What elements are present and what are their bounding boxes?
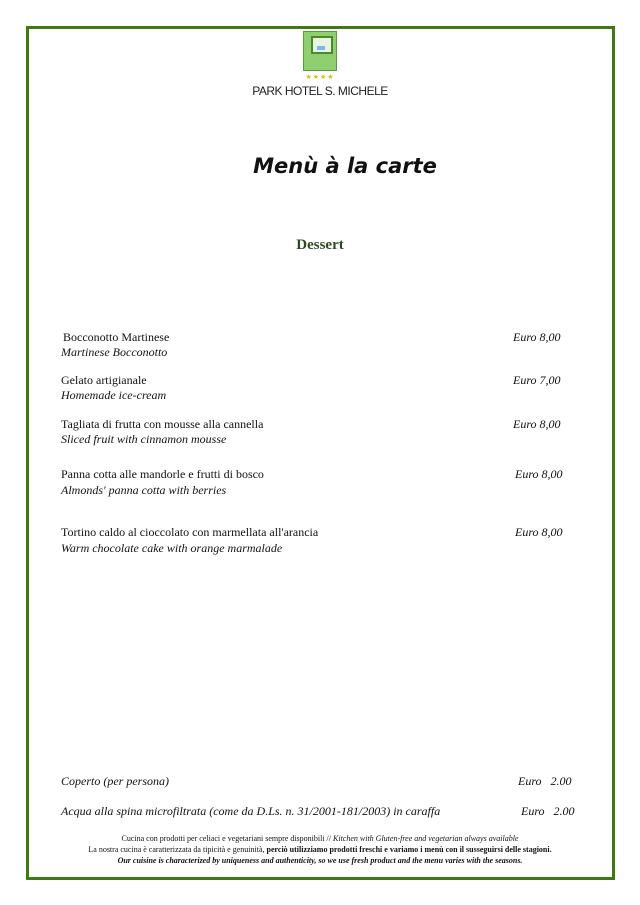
water-label: Acqua alla spina microfiltrata (come da D.Ls. n. 31/2001-181/2003) in caraffa [61,804,441,818]
footer-line-2 [0,845,640,854]
item-name-it: Tagliata di frutta con mousse alla cannella [61,417,264,431]
item-name-it: Tortino caldo al cioccolato con marmellata all'arancia [61,525,319,539]
item-name-en: Homemade ice-cream [61,388,167,402]
section-heading: Dessert [296,237,344,253]
item-price: Euro 8,00 [513,330,561,344]
item-name-it: Bocconotto Martinese [63,330,170,344]
item-name-en: Warm chocolate cake with orange marmalade [61,541,283,555]
cover-charge-label: Coperto (per persona) [61,774,169,788]
cover-charge-price: Euro 2.00 [518,774,572,788]
footer-text-en: Kitchen with Gluten-free and vegetarian always available [333,834,519,843]
footer-line-3: Our cuisine is characterized by uniqueness and authenticity, so we use fresh product and the menu varies with the seasons. [117,856,523,865]
footer-line-1 [0,834,640,843]
star-rating: ★★★★ [305,73,335,81]
menu-title: Menù à la carte [253,154,437,178]
footer-text-bold: perciò utilizziamo prodotti freschi e variamo i menù con il susseguirsi delle stagioni. [266,845,552,854]
item-name-it: Panna cotta alle mandorle e frutti di bosco [61,467,264,481]
footer-text-normal: La nostra cucina è caratterizzata da tipicità e genuinità, [88,845,267,854]
item-name-en: Sliced fruit with cinnamon mousse [61,432,227,446]
item-price: Euro 8,00 [515,525,563,539]
item-name-it: Gelato artigianale [61,373,147,387]
hotel-name: PARK HOTEL S. MICHELE [252,84,388,98]
item-price: Euro 8,00 [515,467,563,481]
water-price: Euro 2.00 [521,804,575,818]
hotel-logo [303,31,337,71]
item-price: Euro 8,00 [513,417,561,431]
item-price: Euro 7,00 [513,373,561,387]
footer-text-it: Cucina con prodotti per celiaci e vegetariani sempre disponibili // [121,834,334,843]
item-name-en: Martinese Bocconotto [61,345,168,359]
item-name-en: Almonds' panna cotta with berries [61,483,227,497]
